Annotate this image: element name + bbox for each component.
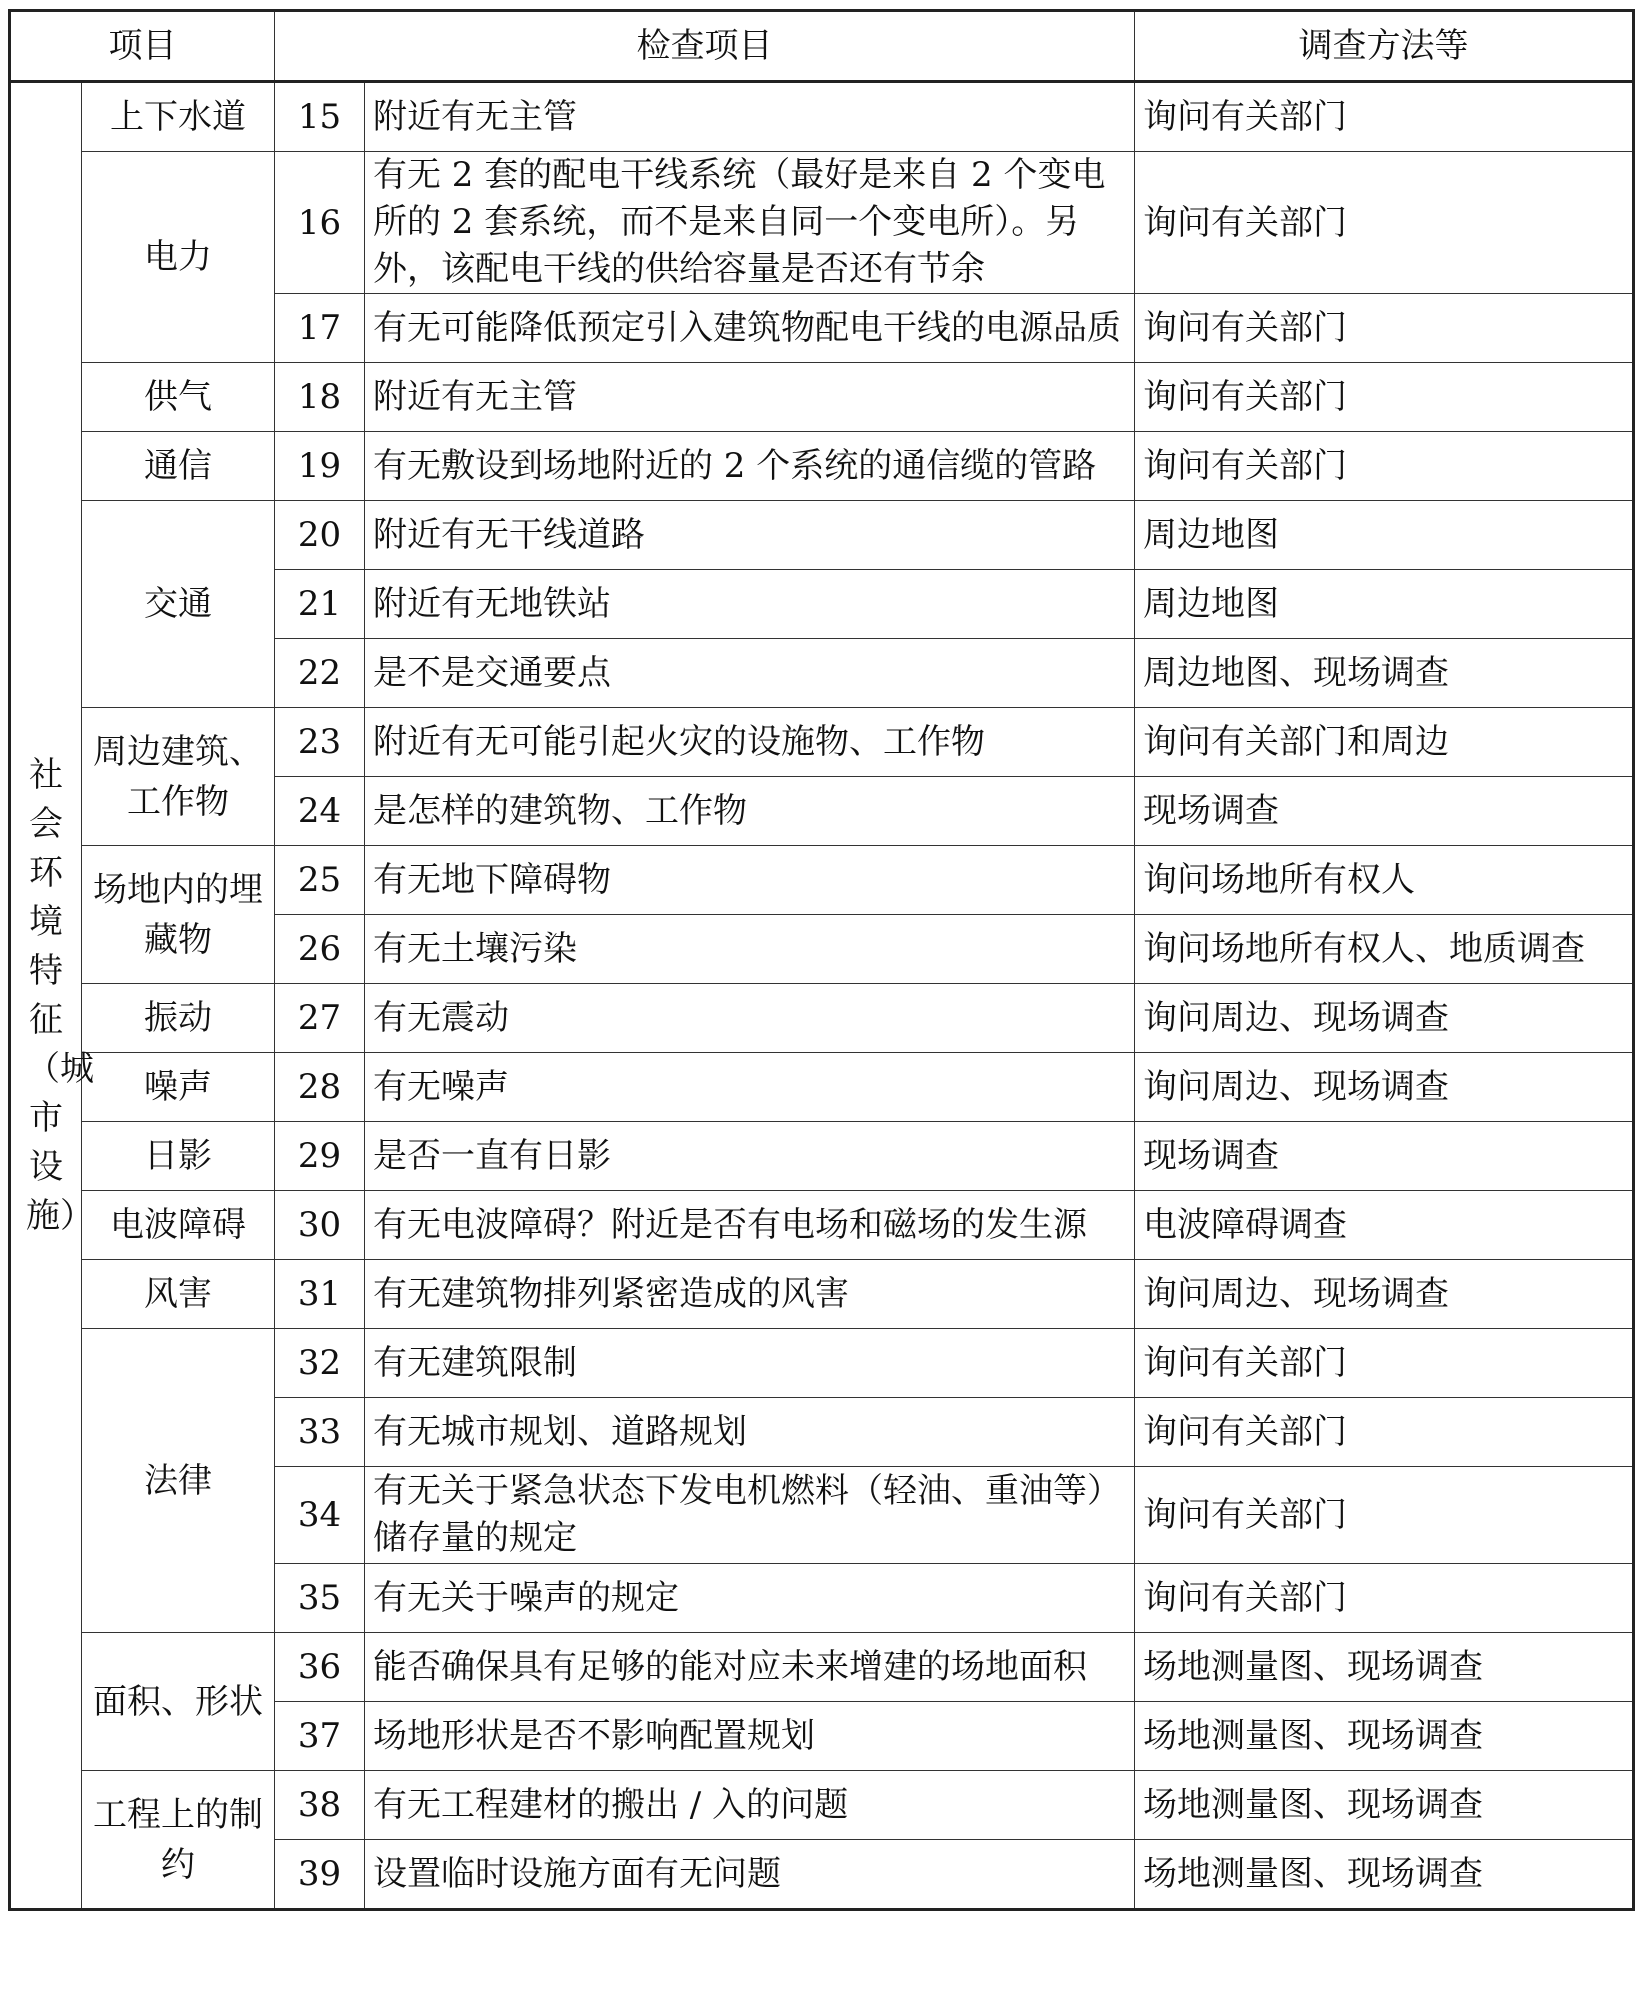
row-number: 18 (275, 363, 365, 432)
row-number: 37 (275, 1702, 365, 1771)
survey-method: 询问有关部门 (1135, 1564, 1634, 1633)
survey-method: 询问场地所有权人、地质调查 (1135, 915, 1634, 984)
row-number: 32 (275, 1329, 365, 1398)
row-number: 30 (275, 1191, 365, 1260)
table-row (10, 1633, 1634, 1702)
check-item: 附近有无主管 (365, 82, 1135, 152)
survey-method: 询问有关部门 (1135, 1398, 1634, 1467)
table-row (10, 1053, 1634, 1122)
check-item: 有无地下障碍物 (365, 846, 1135, 915)
survey-method: 场地测量图、现场调查 (1135, 1633, 1634, 1702)
check-item: 有无建筑物排列紧密造成的风害 (365, 1260, 1135, 1329)
survey-method: 询问有关部门 (1135, 294, 1634, 363)
table-row (10, 432, 1634, 501)
row-number: 19 (275, 432, 365, 501)
row-number: 33 (275, 1398, 365, 1467)
category-cell: 供气 (82, 363, 275, 432)
check-item: 有无关于噪声的规定 (365, 1564, 1135, 1633)
side-label-cell (10, 82, 94, 1910)
header-method: 调查方法等 (1135, 11, 1634, 82)
survey-method: 询问场地所有权人 (1135, 846, 1634, 915)
table-row (10, 1122, 1634, 1191)
survey-method: 场地测量图、现场调查 (1135, 1771, 1634, 1840)
survey-method: 询问周边、现场调查 (1135, 1053, 1634, 1122)
table-row (10, 1191, 1634, 1260)
survey-method: 现场调查 (1135, 777, 1634, 846)
row-number: 28 (275, 1053, 365, 1122)
table-row (10, 708, 1634, 777)
check-item: 有无震动 (365, 984, 1135, 1053)
row-number: 21 (275, 570, 365, 639)
survey-method: 周边地图、现场调查 (1135, 639, 1634, 708)
row-number: 15 (275, 82, 365, 152)
survey-method: 询问有关部门和周边 (1135, 708, 1634, 777)
survey-method: 询问有关部门 (1135, 432, 1634, 501)
row-number: 29 (275, 1122, 365, 1191)
survey-method: 周边地图 (1135, 501, 1634, 570)
survey-method: 周边地图 (1135, 570, 1634, 639)
check-item: 是不是交通要点 (365, 639, 1135, 708)
check-item: 是怎样的建筑物、工作物 (365, 777, 1135, 846)
category-cell: 场地内的埋藏物 (82, 846, 275, 984)
category-cell: 工程上的制约 (82, 1771, 275, 1910)
table-row (10, 82, 1634, 152)
row-number: 35 (275, 1564, 365, 1633)
check-item: 场地形状是否不影响配置规划 (365, 1702, 1135, 1771)
row-number: 26 (275, 915, 365, 984)
check-item: 有无土壤污染 (365, 915, 1135, 984)
check-item: 附近有无地铁站 (365, 570, 1135, 639)
row-number: 22 (275, 639, 365, 708)
row-number: 38 (275, 1771, 365, 1840)
category-cell: 通信 (82, 432, 275, 501)
category-cell: 上下水道 (82, 82, 275, 152)
inspection-table (8, 9, 1635, 1911)
header-item: 检查项目 (275, 11, 1135, 82)
row-number: 20 (275, 501, 365, 570)
row-number: 25 (275, 846, 365, 915)
category-cell: 日影 (82, 1122, 275, 1191)
check-item: 有无电波障碍？附近是否有电场和磁场的发生源 (365, 1191, 1135, 1260)
check-item: 有无可能降低预定引入建筑物配电干线的电源品质 (365, 294, 1135, 363)
table-row (10, 1260, 1634, 1329)
category-cell: 交通 (82, 501, 275, 708)
category-cell: 噪声 (82, 1053, 275, 1122)
header-category: 项目 (10, 11, 275, 82)
check-item: 有无城市规划、道路规划 (365, 1398, 1135, 1467)
check-item: 设置临时设施方面有无问题 (365, 1840, 1135, 1910)
table-header-row (10, 11, 1634, 82)
category-cell: 周边建筑、工作物 (82, 708, 275, 846)
table-row (10, 501, 1634, 570)
row-number: 27 (275, 984, 365, 1053)
table-row (10, 1771, 1634, 1840)
survey-method: 询问有关部门 (1135, 1329, 1634, 1398)
survey-method: 询问周边、现场调查 (1135, 1260, 1634, 1329)
survey-method: 询问有关部门 (1135, 82, 1634, 152)
check-item: 有无噪声 (365, 1053, 1135, 1122)
check-item: 附近有无可能引起火灾的设施物、工作物 (365, 708, 1135, 777)
table-row (10, 984, 1634, 1053)
category-cell: 电波障碍 (82, 1191, 275, 1260)
survey-method: 现场调查 (1135, 1122, 1634, 1191)
check-item: 附近有无干线道路 (365, 501, 1135, 570)
check-item: 有无建筑限制 (365, 1329, 1135, 1398)
survey-method: 询问有关部门 (1135, 152, 1634, 294)
category-cell: 风害 (82, 1260, 275, 1329)
survey-method: 询问周边、现场调查 (1135, 984, 1634, 1053)
row-number: 31 (275, 1260, 365, 1329)
category-cell: 振动 (82, 984, 275, 1053)
table-row (10, 1329, 1634, 1398)
row-number: 24 (275, 777, 365, 846)
check-item: 是否一直有日影 (365, 1122, 1135, 1191)
check-item: 能否确保具有足够的能对应未来增建的场地面积 (365, 1633, 1135, 1702)
category-cell: 面积、形状 (82, 1633, 275, 1771)
row-number: 16 (275, 152, 365, 294)
row-number: 34 (275, 1467, 365, 1564)
survey-method: 电波障碍调查 (1135, 1191, 1634, 1260)
survey-method: 场地测量图、现场调查 (1135, 1702, 1634, 1771)
row-number: 36 (275, 1633, 365, 1702)
survey-method: 询问有关部门 (1135, 1467, 1634, 1564)
survey-method: 询问有关部门 (1135, 363, 1634, 432)
check-item: 有无 2 套的配电干线系统（最好是来自 2 个变电所的 2 套系统，而不是来自同一个变电所）。另外，该配电干线的供给容量是否还有节余 (365, 152, 1135, 294)
check-item: 有无工程建材的搬出 / 入的问题 (365, 1771, 1135, 1840)
row-number: 39 (275, 1840, 365, 1910)
check-item: 有无敷设到场地附近的 2 个系统的通信缆的管路 (365, 432, 1135, 501)
check-item: 有无关于紧急状态下发电机燃料（轻油、重油等）储存量的规定 (365, 1467, 1135, 1564)
category-cell: 法律 (82, 1329, 275, 1633)
check-item: 附近有无主管 (365, 363, 1135, 432)
category-cell: 电力 (82, 152, 275, 363)
survey-method: 场地测量图、现场调查 (1135, 1840, 1634, 1910)
table-row (10, 152, 1634, 294)
side-label: 社会环境特征（城市设施） (26, 754, 94, 1236)
row-number: 17 (275, 294, 365, 363)
table-row (10, 846, 1634, 915)
row-number: 23 (275, 708, 365, 777)
table-row (10, 363, 1634, 432)
